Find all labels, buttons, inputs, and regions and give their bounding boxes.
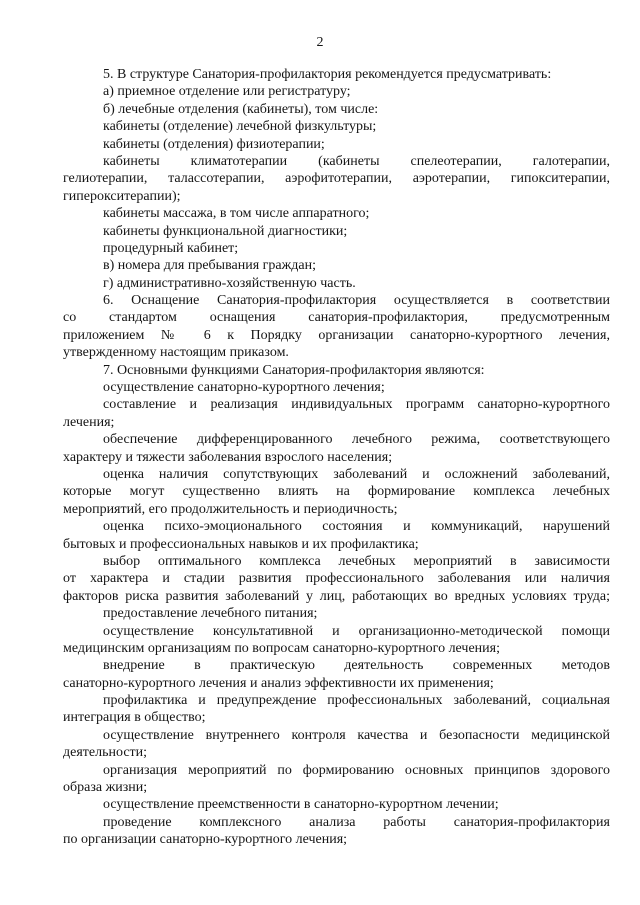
text-line: кабинеты функциональной диагностики; [103, 223, 348, 239]
text-line: осуществление санаторно-курортного лечения; [103, 380, 385, 396]
text-line: профилактика и предупреждение профессиональных заболеваний, социальная [103, 693, 610, 709]
text-line: б) лечебные отделения (кабинеты), том числе: [103, 101, 379, 117]
text-line: характеру и тяжести заболевания взрослого населения; [63, 449, 393, 465]
page-number: 2 [316, 35, 324, 50]
text-line: г) административно-хозяйственную часть. [103, 275, 356, 291]
text-line: санаторно-курортного лечения и анализ эффективности их применения; [63, 675, 494, 691]
text-line: в) номера для пребывания граждан; [103, 258, 316, 274]
text-line: по организации санаторно-курортного лечения; [63, 832, 348, 848]
text-line: составление и реализация индивидуальных программ санаторно-курортного [103, 397, 610, 413]
text-line: внедрение в практическую деятельность современных методов [103, 658, 610, 674]
text-line: интеграция в общество; [63, 710, 206, 726]
text-line: а) приемное отделение или регистратуру; [103, 84, 351, 100]
text-line: осуществление консультативной и организационно-методической помощи [103, 623, 610, 639]
text-line: 7. Основными функциями Санатория-профилактория являются: [103, 362, 485, 378]
text-line: кабинеты климатотерапии (кабинеты спелеотерапии, галотерапии, [103, 153, 610, 169]
text-line: лечения; [63, 414, 115, 430]
text-line: факторов риска развития заболеваний у лиц, работающих во вредных условиях труда; [63, 588, 610, 604]
text-line: кабинеты (отделения) физиотерапии; [103, 136, 325, 152]
text-line: 5. В структуре Санатория-профилактория рекомендуется предусматривать: [103, 67, 552, 82]
text-line: гиперокситерапии); [63, 188, 181, 204]
text-line: деятельности; [63, 745, 148, 761]
text-line: которые могут существенно влиять на формирование комплекса лечебных [63, 484, 610, 500]
text-line: бытовых и профессиональных навыков и их профилактика; [63, 536, 419, 552]
text-line: образа жизни; [63, 780, 148, 796]
text-line: со стандартом оснащения санатория-профилактория, предусмотренным [63, 310, 610, 326]
text-line: кабинеты (отделение) лечебной физкультуры; [103, 119, 377, 135]
text-line: приложением № 6 к Порядку организации санаторно-курортного лечения, [63, 327, 610, 343]
text-line: оценка наличия сопутствующих заболеваний и осложнений заболеваний, [103, 466, 610, 482]
text-line: гелиотерапии, талассотерапии, аэрофитотерапии, аэротерапии, гипокситерапии, [63, 171, 610, 187]
text-line: осуществление преемственности в санаторно-курортном лечении; [103, 797, 499, 813]
text-line: кабинеты массажа, в том числе аппаратного; [103, 206, 370, 222]
text-line: утвержденному настоящим приказом. [63, 345, 289, 361]
text-line: мероприятий, его продолжительность и периодичность; [63, 501, 398, 517]
text-line: процедурный кабинет; [103, 240, 239, 256]
text-line: организация мероприятий по формированию основных принципов здорового [103, 762, 610, 778]
document-body [63, 66, 610, 849]
text-line: предоставление лечебного питания; [103, 606, 318, 622]
text-line: выбор оптимального комплекса лечебных мероприятий в зависимости [103, 553, 610, 569]
text-line: от характера и стадии развития профессионального заболевания или наличия [63, 571, 610, 587]
text-line: проведение комплексного анализа работы санатория-профилактория [103, 814, 610, 830]
text-line: оценка психо-эмоционального состояния и коммуникаций, нарушений [103, 519, 610, 535]
text-line: 6. Оснащение Санатория-профилактория осуществляется в соответствии [103, 293, 610, 309]
text-line: обеспечение дифференцированного лечебного режима, соответствующего [103, 432, 610, 448]
text-line: осуществление внутреннего контроля качества и безопасности медицинской [103, 727, 610, 743]
text-line: медицинским организациям по вопросам санаторно-курортного лечения; [63, 640, 500, 656]
